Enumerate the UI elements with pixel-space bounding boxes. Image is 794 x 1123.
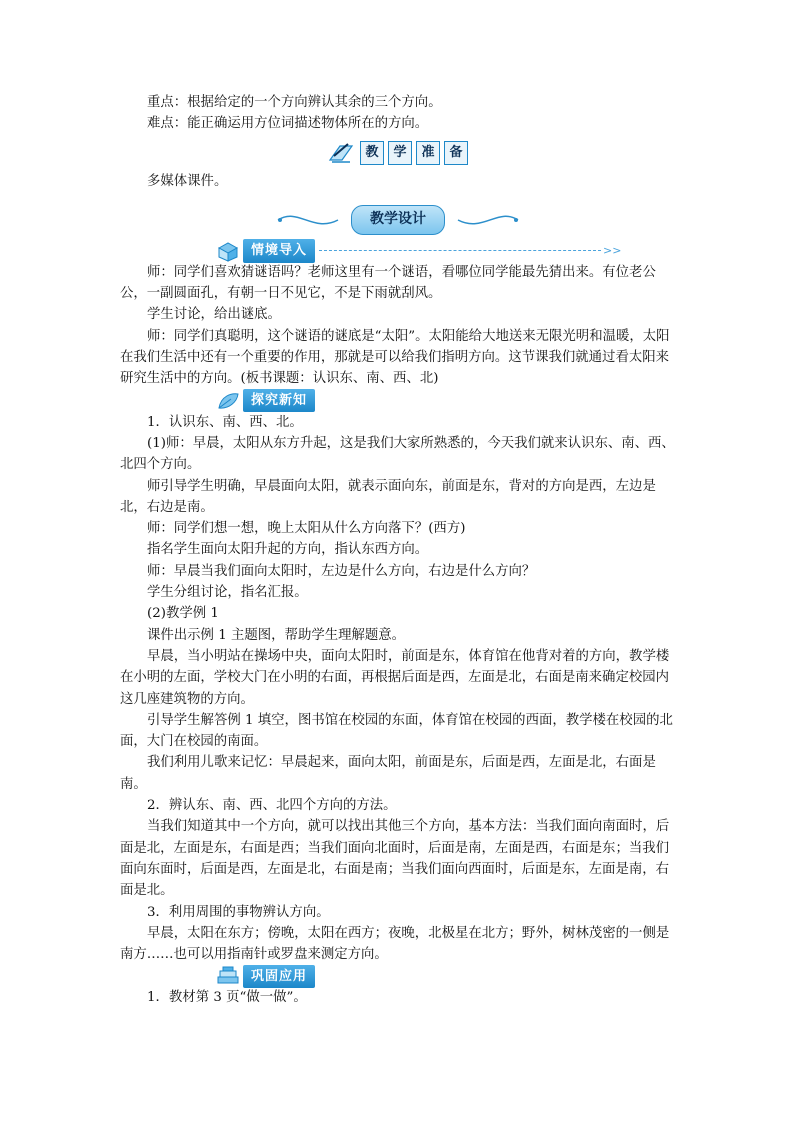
paragraph: (2)教学例 1 <box>147 606 219 622</box>
paragraph: 1．认识东、南、西、北。 <box>147 414 303 430</box>
teaching-prep-header <box>120 135 676 171</box>
dashed-divider <box>319 250 601 251</box>
section-header-intro <box>215 240 676 262</box>
paragraph: (1)师：早晨，太阳从东方升起，这是我们大家所熟悉的，今天我们就来认识东、南、西、北四个方向。 <box>120 435 675 473</box>
prep-text: 多媒体课件。 <box>147 173 228 189</box>
paragraph: 师：同学们喜欢猜谜语吗？老师这里有一个谜语，看哪位同学能最先猜出来。有位老公公，一副圆面孔，有朝一日不见它，不是下雨就刮风。 <box>120 264 656 302</box>
paragraph: 当我们知道其中一个方向，就可以找出其他三个方向，基本方法：当我们面向南面时，后面是北，左面是东，右面是西；当我们面向北面时，后面是南，左面是西，右面是东；当我们面向东面时，后面是西，左面是北，右面是南；当我们面向西面时，后面是东，左面是南，右面是北。 <box>120 819 670 899</box>
paragraph: 我们利用儿歌来记忆：早晨起来，面向太阳，前面是东，后面是西，左面是北，右面是南。 <box>120 755 656 792</box>
paragraph: 师：同学们想一想，晚上太阳从什么方向落下？(西方) <box>147 521 466 537</box>
paragraph: 学生分组讨论，指名汇报。 <box>147 585 308 601</box>
paragraph: 2．辨认东、南、西、北四个方向的方法。 <box>147 798 397 814</box>
design-title: 教学设计 <box>351 205 445 234</box>
key-point: 重点：根据给定的一个方向辨认其余的三个方向。 <box>147 95 442 110</box>
book-pen-icon <box>328 142 354 164</box>
leaf-icon <box>215 390 241 412</box>
cube-icon <box>215 240 241 262</box>
paragraph: 师：同学们真聪明，这个谜语的谜底是“太阳”。太阳能给大地送来无限光明和温暖，太阳在我们生活中还有一个重要的作用，那就是可以给我们指明方向。这节课我们就通过看太阳来研究生活中的方向。(板书课题：认识东、南、西、北) <box>120 328 670 387</box>
section-label: 探究新知 <box>243 389 315 412</box>
paragraph: 1．教材第 3 页“做一做”。 <box>147 990 307 1006</box>
section-header-apply <box>215 965 676 987</box>
paragraph: 早晨，当小明站在操场中央，面向太阳时，前面是东，体育馆在他背对着的方向，教学楼在小明的左面，学校大门在小明的右面，再根据后面是西，左面是北，右面是南来确定校园内这几座建筑物的方向。 <box>120 648 670 707</box>
difficult-point: 难点：能正确运用方位词描述物体所在的方向。 <box>147 116 429 132</box>
paragraph: 3．利用周围的事物辨认方向。 <box>147 904 330 920</box>
paragraph: 课件出示例 1 主题图，帮助学生理解题意。 <box>147 627 406 643</box>
paragraph: 学生讨论，给出谜底。 <box>147 307 281 323</box>
books-icon <box>215 965 241 987</box>
double-arrow-icon: >> <box>603 244 622 258</box>
prep-char-1: 教 <box>360 141 384 165</box>
paragraph: 师：早晨当我们面向太阳时，左边是什么方向，右边是什么方向？ <box>147 563 536 579</box>
paragraph: 师引导学生明确，早晨面向太阳，就表示面向东，前面是东，背对的方向是西，左边是北，右边是南。 <box>120 478 656 515</box>
paragraph: 引导学生解答例 1 填空，图书馆在校园的东面，体育馆在校园的西面，教学楼在校园的北面，大门在校园的南面。 <box>120 712 673 750</box>
paragraph: 早晨，太阳在东方；傍晚，太阳在西方；夜晚，北极星在北方；野外，树林茂密的一侧是南方……也可以用指南针或罗盘来测定方向。 <box>120 925 670 963</box>
section-label: 巩固应用 <box>243 965 315 988</box>
document-body <box>120 92 676 1009</box>
section-header-explore <box>215 390 676 412</box>
teaching-design-banner <box>120 200 676 240</box>
prep-char-3: 准 <box>416 141 440 165</box>
section-label: 情境导入 <box>243 239 315 262</box>
prep-char-2: 学 <box>388 141 412 165</box>
paragraph: 指名学生面向太阳升起的方向，指认东西方向。 <box>147 542 429 558</box>
prep-char-4: 备 <box>444 141 468 165</box>
